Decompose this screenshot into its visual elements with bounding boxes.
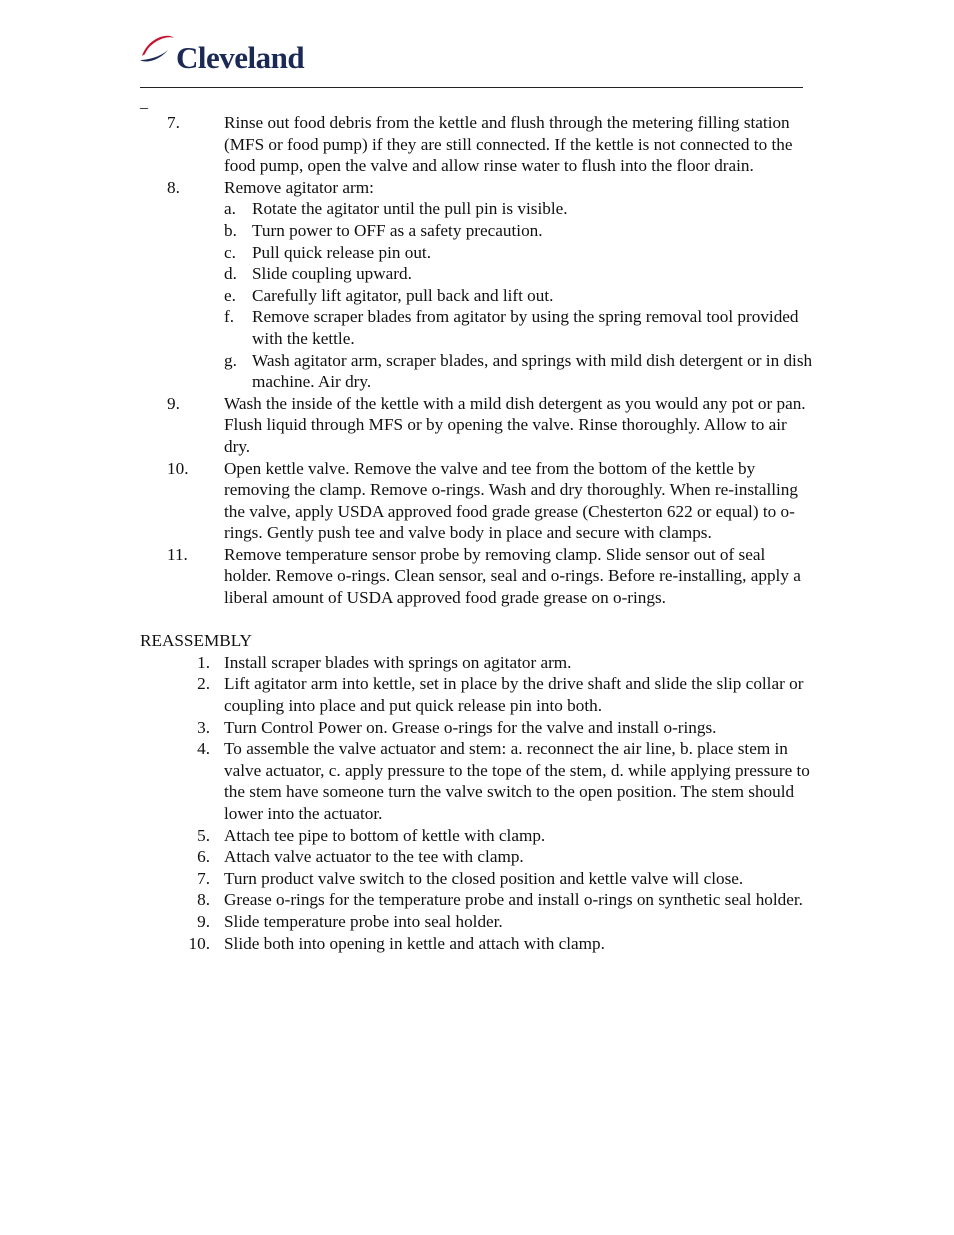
substep-text: Slide coupling upward. [252,264,412,284]
reassembly-number: 8. [197,890,210,910]
substep-letter: c. [224,242,236,262]
logo-text: Cleveland [176,40,305,75]
reassembly-text: Attach tee pipe to bottom of kettle with clamp. [224,825,546,845]
substep-text: Turn power to OFF as a safety precaution. [252,220,543,240]
reassembly-item [0,889,816,911]
step-item [0,458,816,544]
reassembly-number: 5. [197,825,210,845]
reassembly-text: Turn Control Power on. Grease o-rings for the valve and install o-rings. [224,717,717,737]
step-text: Wash the inside of the kettle with a mild dish detergent as you would any pot or pan. Flush liquid through MFS or by opening the valve. Rinse thoroughly. Allow to air dry. [224,393,806,456]
step-item [0,544,816,609]
substep-letter: g. [224,350,237,370]
step-text: Remove temperature sensor probe by removing clamp. Slide sensor out of seal holder. Remove o-rings. Clean sensor, seal and o-rings. Before re-installing, apply a liberal amount of USDA approved food grade grease on o-rings. [224,544,801,608]
reassembly-text: To assemble the valve actuator and stem: a. reconnect the air line, b. place stem in valve actuator, c. apply pressure to the tope of the stem, d. while applying pressure to the stem have someone turn the valve switch to the open position. The stem should lower into the actuator. [224,739,810,823]
substep-letter: e. [224,285,236,305]
step-item [0,177,816,199]
header-rule [140,87,803,88]
substep-text: Remove scraper blades from agitator by using the spring removal tool provided with the kettle. [252,307,799,348]
document-body [0,112,954,954]
reassembly-item [0,673,816,716]
substep-item [0,220,816,242]
substep-letter: b. [224,220,237,240]
step-item [0,393,816,458]
substep-item [0,350,816,393]
substep-item [0,285,816,307]
step-number: 8. [167,177,180,197]
substep-letter: d. [224,264,237,284]
step-text: Rinse out food debris from the kettle and flush through the metering filling station (MFS or food pump) if they are still connected. If the kettle is not connected to the food pump, open the valve and allow rinse water to flush into the floor drain. [224,113,793,176]
reassembly-number: 6. [197,847,210,867]
logo-swoosh-icon [138,30,178,70]
substep-text: Wash agitator arm, scraper blades, and springs with mild dish detergent or in dish machine. Air dry. [252,350,813,392]
step-number: 11. [167,544,188,564]
substep-item [0,263,816,285]
reassembly-text: Attach valve actuator to the tee with clamp. [224,847,524,867]
reassembly-item [0,652,816,674]
reassembly-text: Slide both into opening in kettle and attach with clamp. [224,933,605,953]
reassembly-item [0,846,816,868]
reassembly-number: 1. [197,652,210,672]
substep-text: Pull quick release pin out. [252,242,432,262]
reassembly-text: Lift agitator arm into kettle, set in place by the drive shaft and slide the slip collar or coupling into place and put quick release pin into both. [224,674,804,716]
reassembly-item [0,868,816,890]
reassembly-text: Slide temperature probe into seal holder. [224,911,503,931]
substep-item [0,242,816,264]
reassembly-number: 4. [197,739,210,759]
cleveland-logo [138,30,305,78]
reassembly-number: 3. [197,717,210,737]
substep-letter: f. [224,307,235,327]
step-number: 9. [167,393,180,413]
reassembly-heading: REASSEMBLY [140,631,252,651]
reassembly-item [0,825,816,847]
reassembly-number: 2. [197,674,210,694]
reassembly-item [0,738,816,824]
substep-text: Carefully lift agitator, pull back and lift out. [252,285,554,305]
reassembly-text: Grease o-rings for the temperature probe and install o-rings on synthetic seal holder. [224,890,803,910]
reassembly-text: Turn product valve switch to the closed position and kettle valve will close. [224,868,744,888]
reassembly-item [0,911,816,933]
step-number: 10. [167,458,189,478]
reassembly-item [0,933,816,955]
rule-trailer: _ [140,94,148,111]
step-text: Open kettle valve. Remove the valve and tee from the bottom of the kettle by removing the clamp. Remove o-rings. Wash and dry thoroughly. When re-installing the valve, apply USDA approved food grade grease (Chesterton 622 or equal) to o-rings. Gently push tee and valve body in place and secure with clamps. [224,458,798,543]
substep-letter: a. [224,199,236,219]
substep-item [0,306,816,349]
substep-text: Rotate the agitator until the pull pin is visible. [252,199,568,219]
step-number: 7. [167,113,180,132]
step-item [0,112,816,177]
reassembly-number: 10. [188,933,210,953]
reassembly-number: 7. [197,868,210,888]
step-text: Remove agitator arm: [224,177,374,197]
reassembly-text: Install scraper blades with springs on agitator arm. [224,652,572,672]
substep-item [0,198,816,220]
reassembly-item [0,717,816,739]
reassembly-number: 9. [197,911,210,931]
